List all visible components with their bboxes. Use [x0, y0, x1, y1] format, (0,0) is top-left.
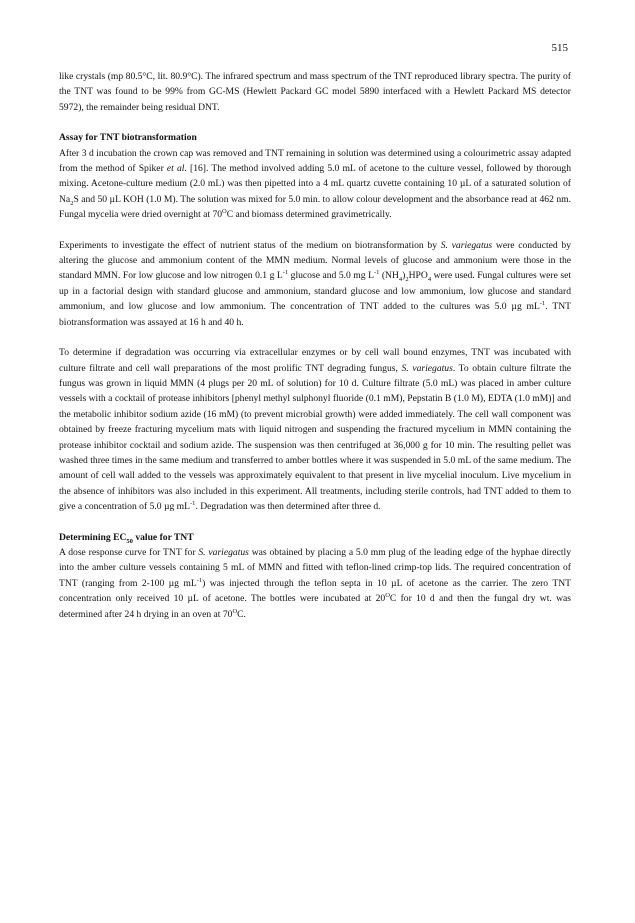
paragraph-degradation-enzymes: To determine if degradation was occurring via extracellular enzymes or by cell wall bound enzymes, TNT was incubated with culture filtrate and cell wall preparations of the most prolific TNT degrading fungus, S. variegatus. To obtain culture filtrate the fungus was grown in liquid MMN (4 plugs per 20 mL of solution) for 10 d. Culture filtrate (5.0 mL) was placed in amber culture vessels with a cocktail of protease inhibitors [phenyl methyl sulphonyl fluoride (0.1 mM), Pepstatin B (1.0 M), EDTA (1.0 mM)] and the metabolic inhibitor sodium azide (16 mM) (to prevent microbial growth) were added immediately. The cell wall component was obtained by freeze fracturing mycelium mats with liquid nitrogen and suspending the fractured mycelium in MMN containing the protease inhibitor cocktail and sodium azide. The suspension was then centrifuged at 36,000 g for 10 min. The resulting pellet was washed three times in the same medium and transferred to amber bottles where it was suspended in 5.0 mL of the same medium. The amount of cell wall added to the vessels was approximately equivalent to that present in live mycelial inoculum. Live mycelium in the absence of inhibitors was also included in this experiment. All treatments, including sterile controls, had TNT added to them to give a concentration of 5.0 µg $mL^{-1}$. Degradation was then determined after three d. [59, 347, 571, 513]
paragraph-nutrient-status: Experiments to investigate the effect of nutrient status of the medium on biotransformation by S. variegatus were conducted by altering the glucose and ammonium content of the MMN medium. Normal levels of glucose and ammonium were those in the standard MMN. For low glucose and low nitrogen 0.1 g $L^{-1}$ glucose and 5.0 mg $L^{-1}$ $(NH_4)_2HPO_4$ were used. Fungal cultures were set up in a factorial design with standard glucose and ammonium, standard glucose and low ammonium, low glucose and standard ammonium, and low glucose and low ammonium. The concentration of TNT added to the cultures was 5.0 µg $mL^{-1}$. TNT biotransformation was assayed at 16 h and 40 h. [59, 239, 572, 328]
heading-assay-tnt-biotransformation: Assay for TNT biotransformation [59, 132, 197, 144]
paragraph-assay-method: After 3 d incubation the crown cap was removed and TNT remaining in solution was determined using a colourimetric assay adapted from the method of Spiker et al. [16]. The method involved adding 5.0 mL of acetone to the culture vessel, followed by thorough mixing. Acetone-culture medium (2.0 mL) was then pipetted into a 4 mL quartz cuvette containing 10 µL of a saturated solution of $Na_2S$ and 50 µL KOH (1.0 M). The solution was mixed for 5.0 min. to allow colour development and the absorbance read at 462 nm. Fungal mycelia were dried overnight at $70^OC$ and biomass determined gravimetrically. [59, 147, 572, 221]
paragraph-dose-response: A dose response curve for TNT for S. variegatus was obtained by placing a 5.0 mm plug of the leading edge of the hyphae directly into the amber culture vessels containing 5 mL of MMN and fitted with teflon-lined crimp-top lids. The required concentration of TNT (ranging from 2-100 µg $mL^{-1}$) was injected through the teflon septa in 10 µL of acetone as the carrier. The zero TNT concentration only received 10 µL of acetone. The bottles were incubated at $20^OC$ for 10 d and then the fungal dry wt. was determined after 24 h drying in an oven at $70^OC$. [59, 546, 571, 620]
page-number: 515 [551, 42, 568, 54]
heading-ec50: Determining $EC_{50}$ value for TNT [59, 531, 194, 545]
paragraph-purity: like crystals (mp 80.5°C, lit. 80.9°C). The infrared spectrum and mass spectrum of the TNT reproduced library spectra. The purity of the TNT was found to be 99% from GC-MS (Hewlett Packard GC model 5890 interfaced with a Hewlett Packard MS detector 5972), the remainder being residual DNT. [59, 71, 571, 113]
page-body [59, 69, 571, 622]
